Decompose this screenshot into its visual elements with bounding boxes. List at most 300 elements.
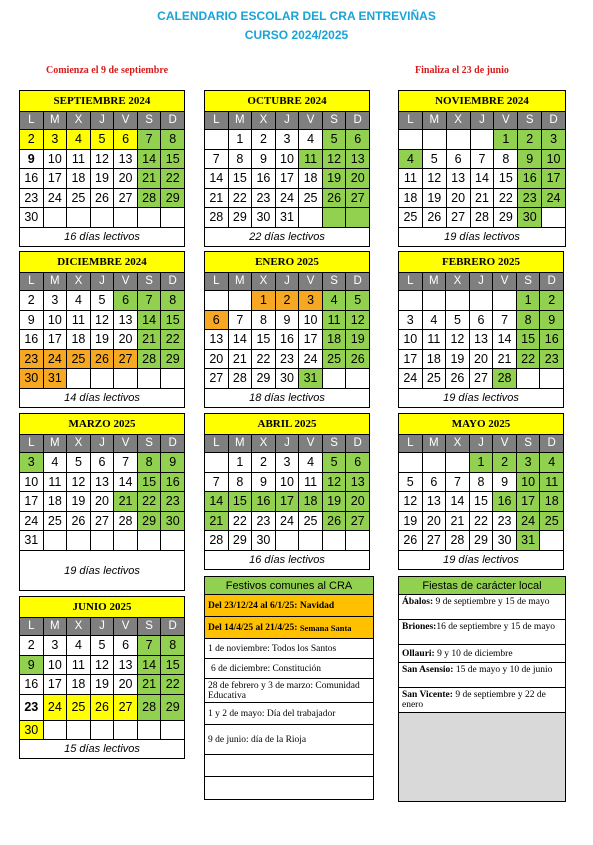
day-cell: 11 <box>540 473 564 493</box>
day-cell: 2 <box>252 130 276 150</box>
day-cell: 24 <box>399 369 423 389</box>
month-title: MARZO 2025 <box>19 413 185 435</box>
empty-day-cell <box>114 208 138 228</box>
day-cell: 27 <box>470 369 494 389</box>
day-cell: 7 <box>138 291 162 311</box>
place-name: Ollauri: <box>402 648 435 659</box>
empty-day-cell <box>346 531 370 551</box>
day-cell: 9 <box>20 656 44 676</box>
day-cell: 21 <box>138 169 162 189</box>
day-cell: 6 <box>114 291 138 311</box>
day-cell: 9 <box>20 311 44 331</box>
day-cell: 5 <box>346 291 370 311</box>
day-cell: 5 <box>91 130 115 150</box>
day-cell: 21 <box>205 512 229 532</box>
month-calendar <box>398 251 564 408</box>
day-cell: 20 <box>447 189 471 209</box>
fiesta-local-item <box>399 688 565 713</box>
day-cell: 16 <box>540 330 564 350</box>
day-cell: 6 <box>346 130 370 150</box>
day-cell: 14 <box>229 330 253 350</box>
place-name: San Asensio: <box>402 665 454 675</box>
weekday-header: V <box>299 435 323 453</box>
day-cell: 4 <box>399 150 423 170</box>
day-cell: 11 <box>299 473 323 493</box>
weekday-header: M <box>229 435 253 453</box>
day-cell: 21 <box>446 512 470 532</box>
weekday-header: L <box>205 435 229 453</box>
month-calendar <box>204 413 370 570</box>
day-cell: 27 <box>346 189 370 209</box>
empty-day-cell <box>517 369 541 389</box>
day-grid <box>398 112 566 228</box>
day-cell: 4 <box>540 453 564 473</box>
day-cell: 1 <box>494 130 518 150</box>
day-cell: 20 <box>205 350 229 370</box>
weekday-header: S <box>138 435 162 453</box>
day-cell: 12 <box>446 330 470 350</box>
weekday-header: L <box>20 273 44 291</box>
day-cell: 31 <box>517 531 541 551</box>
weekday-header: M <box>44 273 68 291</box>
lectivos-count: 16 días lectivos <box>19 228 185 247</box>
day-cell: 29 <box>229 208 253 228</box>
day-cell: 13 <box>470 330 494 350</box>
day-cell: 29 <box>229 531 253 551</box>
day-cell: 27 <box>114 350 138 370</box>
weekday-header: V <box>114 273 138 291</box>
day-cell: 29 <box>161 189 185 209</box>
month-title: ENERO 2025 <box>204 251 370 273</box>
day-cell: 25 <box>67 350 91 370</box>
day-cell: 15 <box>229 492 253 512</box>
month-title: FEBRERO 2025 <box>398 251 564 273</box>
weekday-header: M <box>44 435 68 453</box>
day-cell: 5 <box>67 453 91 473</box>
weekday-header: X <box>67 112 91 130</box>
empty-day-cell <box>446 453 470 473</box>
weekday-header: V <box>493 435 517 453</box>
day-cell: 24 <box>44 350 68 370</box>
course-subtitle: CURSO 2024/2025 <box>244 28 349 42</box>
day-cell: 31 <box>44 369 68 389</box>
lectivos-count: 19 días lectivos <box>19 551 185 591</box>
day-cell: 15 <box>470 492 494 512</box>
weekday-header: L <box>20 112 44 130</box>
weekday-header: S <box>138 618 162 636</box>
day-cell: 22 <box>229 512 253 532</box>
day-cell: 28 <box>114 512 138 532</box>
empty-day-cell <box>91 208 115 228</box>
navidad-label: Navidad <box>299 600 335 611</box>
day-cell: 4 <box>44 453 68 473</box>
day-cell: 17 <box>517 492 541 512</box>
month-calendar <box>19 413 185 591</box>
semana-santa-range: Del 14/4/25 al 21/4/25: <box>208 622 298 633</box>
day-cell: 16 <box>20 675 44 695</box>
weekday-header: X <box>447 112 471 130</box>
day-cell: 22 <box>470 512 494 532</box>
day-cell: 1 <box>517 291 541 311</box>
day-cell: 17 <box>299 330 323 350</box>
day-cell: 7 <box>471 150 495 170</box>
day-cell: 15 <box>161 656 185 676</box>
day-cell: 11 <box>423 330 447 350</box>
day-cell: 29 <box>161 350 185 370</box>
day-cell: 24 <box>20 512 44 532</box>
weekday-header: X <box>252 112 276 130</box>
day-cell: 17 <box>276 169 300 189</box>
day-cell: 22 <box>161 675 185 695</box>
weekday-header: D <box>542 112 566 130</box>
day-cell: 8 <box>161 636 185 656</box>
day-cell: 10 <box>44 150 68 170</box>
day-cell: 18 <box>423 350 447 370</box>
day-cell: 18 <box>44 492 68 512</box>
day-cell: 10 <box>517 473 541 493</box>
day-cell: 25 <box>67 695 91 721</box>
day-cell: 17 <box>542 169 566 189</box>
day-cell: 12 <box>91 656 115 676</box>
weekday-header: D <box>346 273 370 291</box>
empty-day-cell <box>323 531 347 551</box>
day-cell: 6 <box>91 453 115 473</box>
lectivos-count: 14 días lectivos <box>19 389 185 408</box>
day-cell: 25 <box>299 512 323 532</box>
day-cell: 14 <box>493 330 517 350</box>
empty-row <box>205 755 373 777</box>
day-cell: 16 <box>20 330 44 350</box>
day-cell: 1 <box>252 291 276 311</box>
day-cell: 23 <box>518 189 542 209</box>
day-cell: 22 <box>494 189 518 209</box>
day-cell: 26 <box>67 512 91 532</box>
day-grid <box>204 273 370 389</box>
day-cell: 29 <box>470 531 494 551</box>
empty-day-cell <box>91 531 115 551</box>
month-calendar <box>19 596 185 759</box>
day-cell: 24 <box>299 350 323 370</box>
day-cell: 14 <box>114 473 138 493</box>
day-cell: 24 <box>542 189 566 209</box>
day-cell: 10 <box>299 311 323 331</box>
day-cell: 16 <box>161 473 185 493</box>
fiestas-locales-title: Fiestas de carácter local <box>399 577 565 595</box>
day-cell: 2 <box>276 291 300 311</box>
day-cell: 12 <box>323 150 347 170</box>
lectivos-count: 15 días lectivos <box>19 740 185 759</box>
empty-day-cell <box>542 208 566 228</box>
day-grid <box>19 435 185 551</box>
day-cell: 26 <box>323 512 347 532</box>
day-cell: 14 <box>446 492 470 512</box>
weekday-header: X <box>252 435 276 453</box>
day-cell: 4 <box>67 130 91 150</box>
day-cell: 18 <box>299 169 323 189</box>
day-cell: 23 <box>20 350 44 370</box>
day-cell: 27 <box>91 512 115 532</box>
day-cell: 14 <box>205 169 229 189</box>
weekday-header: V <box>299 112 323 130</box>
weekday-header: L <box>20 435 44 453</box>
day-cell: 8 <box>470 473 494 493</box>
weekday-header: V <box>299 273 323 291</box>
weekday-header: S <box>517 435 541 453</box>
day-cell: 28 <box>229 369 253 389</box>
day-cell: 7 <box>114 453 138 473</box>
day-cell: 23 <box>20 189 44 209</box>
day-cell: 1 <box>229 130 253 150</box>
empty-day-cell <box>205 291 229 311</box>
empty-day-cell <box>138 208 162 228</box>
day-cell: 6 <box>205 311 229 331</box>
empty-day-cell <box>423 130 447 150</box>
empty-day-cell <box>44 721 68 741</box>
day-cell: 5 <box>446 311 470 331</box>
day-cell: 10 <box>399 330 423 350</box>
day-cell: 23 <box>493 512 517 532</box>
day-cell: 25 <box>299 189 323 209</box>
day-cell: 25 <box>540 512 564 532</box>
day-cell: 3 <box>276 453 300 473</box>
day-grid <box>398 273 564 389</box>
day-cell: 11 <box>67 311 91 331</box>
festivo-item: 1 y 2 de mayo: Día del trabajador <box>205 703 373 725</box>
day-cell: 23 <box>252 189 276 209</box>
day-cell: 27 <box>346 512 370 532</box>
day-cell: 25 <box>44 512 68 532</box>
day-cell: 30 <box>161 512 185 532</box>
day-cell: 19 <box>91 169 115 189</box>
weekday-header: S <box>518 112 542 130</box>
month-title: DICIEMBRE 2024 <box>19 251 185 273</box>
day-cell: 5 <box>323 130 347 150</box>
empty-day-cell <box>229 291 253 311</box>
weekday-header: M <box>423 435 447 453</box>
day-cell: 16 <box>252 492 276 512</box>
weekday-header: S <box>138 112 162 130</box>
day-cell: 26 <box>423 208 447 228</box>
weekday-header: D <box>161 273 185 291</box>
day-cell: 13 <box>114 656 138 676</box>
day-cell: 7 <box>493 311 517 331</box>
day-cell: 27 <box>114 695 138 721</box>
day-cell: 11 <box>299 150 323 170</box>
day-cell: 6 <box>470 311 494 331</box>
day-cell: 25 <box>423 369 447 389</box>
weekday-header: X <box>67 435 91 453</box>
day-cell: 20 <box>346 492 370 512</box>
day-cell: 10 <box>20 473 44 493</box>
weekday-header: D <box>540 435 564 453</box>
day-cell: 7 <box>446 473 470 493</box>
empty-day-cell <box>138 721 162 741</box>
day-cell: 28 <box>138 189 162 209</box>
empty-day-cell <box>67 208 91 228</box>
day-cell: 7 <box>229 311 253 331</box>
day-cell: 4 <box>299 130 323 150</box>
day-cell: 21 <box>114 492 138 512</box>
month-title: SEPTIEMBRE 2024 <box>19 90 185 112</box>
day-cell: 30 <box>20 208 44 228</box>
day-cell: 19 <box>399 512 423 532</box>
empty-day-cell <box>161 208 185 228</box>
weekday-header: L <box>205 273 229 291</box>
fiestas-locales-panel <box>398 576 566 802</box>
weekday-header: J <box>91 112 115 130</box>
place-dates: 9 de septiembre y 22 de enero <box>402 690 546 710</box>
place-name: San Vicente: <box>402 690 453 700</box>
day-cell: 22 <box>252 350 276 370</box>
day-cell: 28 <box>446 531 470 551</box>
day-cell: 8 <box>161 291 185 311</box>
day-cell: 11 <box>323 311 347 331</box>
day-cell: 26 <box>346 350 370 370</box>
day-cell: 21 <box>493 350 517 370</box>
fiesta-local-item <box>399 620 565 645</box>
weekday-header: J <box>471 112 495 130</box>
weekday-header: V <box>493 273 517 291</box>
day-cell: 24 <box>276 189 300 209</box>
empty-day-cell <box>205 453 229 473</box>
day-cell: 13 <box>114 150 138 170</box>
day-cell: 3 <box>44 636 68 656</box>
weekday-header: X <box>67 618 91 636</box>
day-cell: 30 <box>252 531 276 551</box>
weekday-header: X <box>67 273 91 291</box>
place-dates: 9 de septiembre y 15 de mayo <box>435 597 550 607</box>
day-cell: 17 <box>44 169 68 189</box>
day-cell: 12 <box>91 150 115 170</box>
day-cell: 10 <box>276 150 300 170</box>
empty-day-cell <box>423 291 447 311</box>
day-cell: 30 <box>518 208 542 228</box>
day-cell: 13 <box>423 492 447 512</box>
day-cell: 30 <box>20 721 44 741</box>
month-title: ABRIL 2025 <box>204 413 370 435</box>
day-cell: 20 <box>470 350 494 370</box>
day-cell: 8 <box>229 150 253 170</box>
day-cell: 20 <box>423 512 447 532</box>
day-cell: 3 <box>44 291 68 311</box>
day-cell: 22 <box>138 492 162 512</box>
day-cell: 13 <box>114 311 138 331</box>
weekday-header: D <box>161 435 185 453</box>
day-cell: 29 <box>138 512 162 532</box>
empty-day-cell <box>205 130 229 150</box>
day-cell: 12 <box>67 473 91 493</box>
empty-day-cell <box>447 130 471 150</box>
day-cell: 20 <box>91 492 115 512</box>
empty-day-cell <box>138 531 162 551</box>
lectivos-count: 18 días lectivos <box>204 389 370 408</box>
day-cell: 12 <box>346 311 370 331</box>
semana-santa-label: Semana Santa <box>299 622 352 633</box>
day-cell: 2 <box>493 453 517 473</box>
day-cell: 29 <box>252 369 276 389</box>
day-cell: 5 <box>323 453 347 473</box>
day-cell: 3 <box>44 130 68 150</box>
day-cell: 28 <box>205 531 229 551</box>
weekday-header: J <box>276 435 300 453</box>
day-grid <box>398 435 564 551</box>
empty-day-cell <box>540 531 564 551</box>
day-cell: 26 <box>91 695 115 721</box>
day-cell: 20 <box>346 169 370 189</box>
empty-day-cell <box>323 369 347 389</box>
month-calendar <box>204 251 370 408</box>
weekday-header: V <box>114 112 138 130</box>
day-cell: 21 <box>471 189 495 209</box>
day-cell: 31 <box>20 531 44 551</box>
day-cell: 8 <box>161 130 185 150</box>
day-cell: 23 <box>252 512 276 532</box>
day-cell: 8 <box>138 453 162 473</box>
day-cell: 26 <box>446 369 470 389</box>
day-cell: 25 <box>323 350 347 370</box>
day-cell: 25 <box>67 189 91 209</box>
day-cell: 18 <box>399 189 423 209</box>
day-cell: 29 <box>494 208 518 228</box>
day-cell: 13 <box>346 473 370 493</box>
day-cell: 26 <box>91 350 115 370</box>
day-cell: 14 <box>138 311 162 331</box>
day-cell: 2 <box>20 130 44 150</box>
festivo-navidad <box>205 595 373 617</box>
empty-day-cell <box>114 369 138 389</box>
weekday-header: D <box>540 273 564 291</box>
day-cell: 18 <box>67 330 91 350</box>
day-cell: 9 <box>252 473 276 493</box>
day-cell: 21 <box>229 350 253 370</box>
weekday-header: J <box>470 435 494 453</box>
place-name: Briones: <box>402 622 437 632</box>
day-cell: 13 <box>447 169 471 189</box>
empty-day-cell <box>91 369 115 389</box>
day-cell: 19 <box>346 330 370 350</box>
day-cell: 17 <box>20 492 44 512</box>
day-cell: 26 <box>323 189 347 209</box>
day-cell: 23 <box>540 350 564 370</box>
day-cell: 14 <box>138 150 162 170</box>
day-cell: 22 <box>161 169 185 189</box>
festivo-item: 1 de noviembre: Todos los Santos <box>205 639 373 659</box>
weekday-header: M <box>423 273 447 291</box>
weekday-header: M <box>44 618 68 636</box>
day-cell: 28 <box>493 369 517 389</box>
empty-day-cell <box>540 369 564 389</box>
day-cell: 17 <box>44 330 68 350</box>
weekday-header: J <box>276 112 300 130</box>
day-cell: 26 <box>399 531 423 551</box>
day-cell: 7 <box>205 150 229 170</box>
day-cell: 19 <box>446 350 470 370</box>
day-cell: 13 <box>346 150 370 170</box>
place-dates: 9 y 10 de diciembre <box>437 648 513 659</box>
empty-day-cell <box>423 453 447 473</box>
day-cell: 28 <box>138 695 162 721</box>
empty-day-cell <box>299 531 323 551</box>
day-cell: 30 <box>252 208 276 228</box>
weekday-header: M <box>44 112 68 130</box>
day-cell: 3 <box>299 291 323 311</box>
weekday-header: L <box>205 112 229 130</box>
weekday-header: S <box>517 273 541 291</box>
day-cell: 31 <box>299 369 323 389</box>
day-cell: 15 <box>161 150 185 170</box>
weekday-header: L <box>399 273 423 291</box>
day-cell: 30 <box>276 369 300 389</box>
